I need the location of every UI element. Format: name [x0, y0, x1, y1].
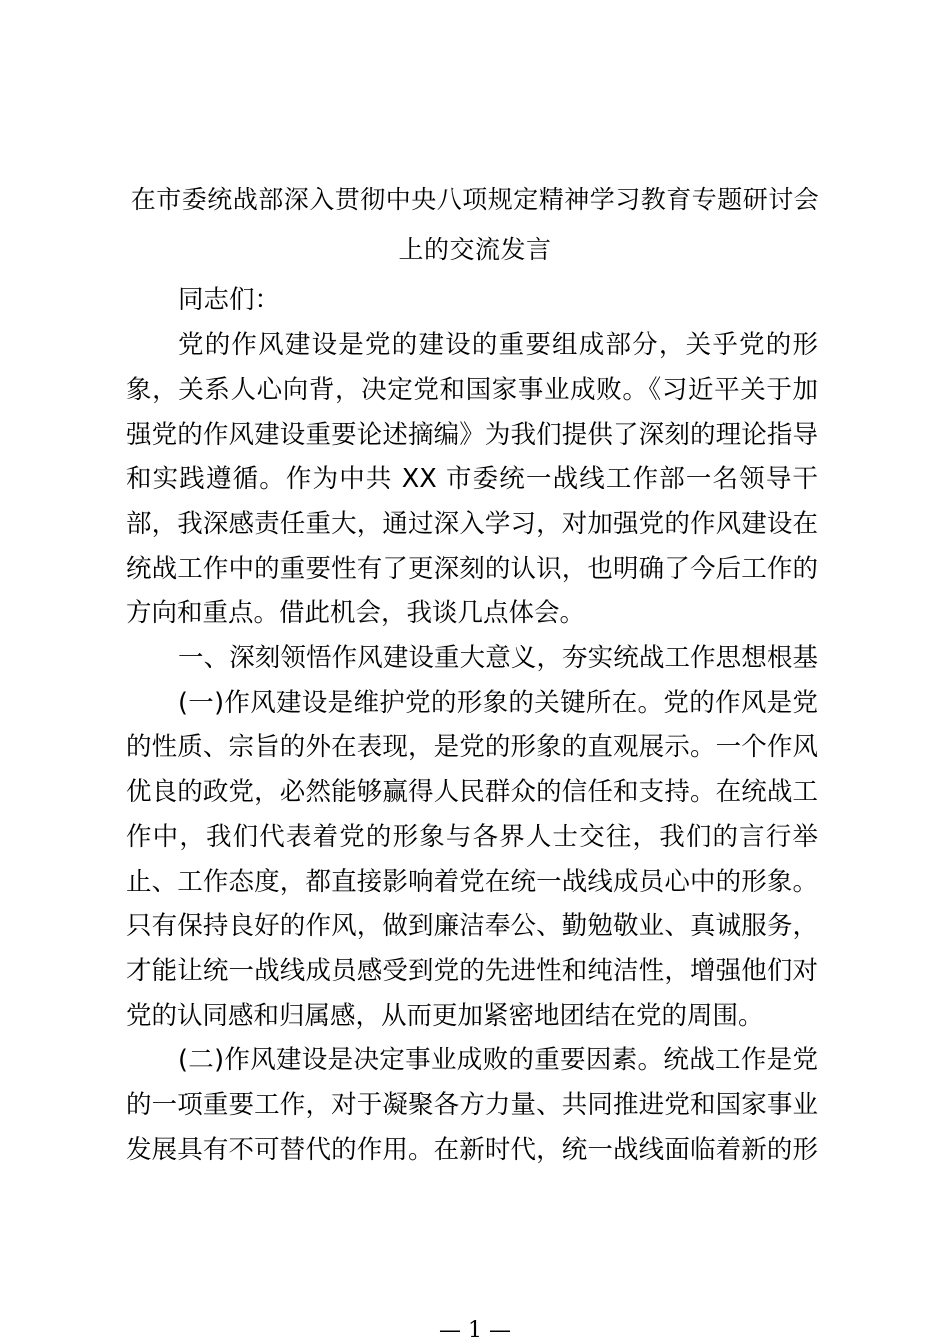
paragraph-line: 只有保持良好的作风，做到廉洁奉公、勤勉敬业、真诚服务，	[126, 911, 818, 941]
paragraph-line: 优良的政党，必然能够赢得人民群众的信任和支持。在统战工	[126, 777, 818, 807]
paragraph-line: 部，我深感责任重大，通过深入学习，对加强党的作风建设在	[126, 509, 818, 539]
paragraph-line: 才能让统一战线成员感受到党的先进性和纯洁性，增强他们对	[126, 956, 818, 986]
section-heading: 一、深刻领悟作风建设重大意义，夯实统战工作思想根基	[178, 643, 818, 673]
paragraph-line: 的性质、宗旨的外在表现，是党的形象的直观展示。一个作风	[126, 732, 818, 762]
paragraph-line: 止、工作态度，都直接影响着党在统一战线成员心中的形象。	[126, 867, 818, 897]
paragraph-line: 强党的作风建设重要论述摘编》为我们提供了深刻的理论指导	[126, 420, 818, 450]
paragraph-line: (一)作风建设是维护党的形象的关键所在。党的作风是党	[178, 688, 818, 718]
paragraph-line: 作中，我们代表着党的形象与各界人士交往，我们的言行举	[126, 822, 818, 852]
paragraph-line: 党的作风建设是党的建设的重要组成部分，关乎党的形	[178, 330, 818, 360]
paragraph-line: 发展具有不可替代的作用。在新时代，统一战线面临着新的形	[126, 1135, 818, 1165]
paragraph-line: 党的认同感和归属感，从而更加紧密地团结在党的周围。	[126, 1001, 764, 1031]
page-number: — 1 —	[439, 1318, 511, 1343]
document-title-line-1: 在市委统战部深入贯彻中央八项规定精神学习教育专题研讨会	[130, 185, 820, 214]
paragraph-line: 方向和重点。借此机会，我谈几点体会。	[126, 598, 586, 628]
document-title-line-2: 上的交流发言	[398, 235, 552, 264]
salutation: 同志们：	[178, 285, 281, 315]
paragraph-line: (二)作风建设是决定事业成败的重要因素。统战工作是党	[178, 1045, 818, 1075]
paragraph-line: 和实践遵循。作为中共 XX 市委统一战线工作部一名领导干	[126, 464, 818, 494]
paragraph-line: 象，关系人心向背，决定党和国家事业成败。《习近平关于加	[126, 375, 818, 405]
paragraph-line: 统战工作中的重要性有了更深刻的认识，也明确了今后工作的	[126, 554, 818, 584]
paragraph-line: 的一项重要工作，对于凝聚各方力量、共同推进党和国家事业	[126, 1090, 818, 1120]
